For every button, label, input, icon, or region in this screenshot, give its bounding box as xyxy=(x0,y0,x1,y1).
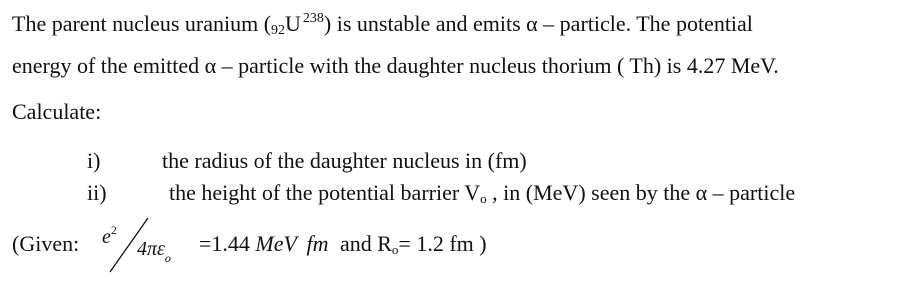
given-values xyxy=(199,231,487,263)
given-unit-fm: fm xyxy=(306,231,329,256)
problem-line-1 xyxy=(12,6,753,44)
given-equals: =1.44 xyxy=(199,231,250,256)
given-r-sub: o xyxy=(391,242,399,257)
problem-line-2: energy of the emitted α – particle with the daughter nucleus thorium ( Th) is 4.27 MeV. xyxy=(12,53,779,78)
item-i-number: i) xyxy=(87,148,101,173)
given-unit-mev: MeV xyxy=(255,231,297,256)
uranium-atomic-number: 92 xyxy=(271,23,286,38)
item-ii-number: ii) xyxy=(87,180,107,205)
uranium-mass-number: 238 xyxy=(302,11,324,26)
given-r-value: = 1.2 fm ) xyxy=(398,231,487,256)
item-ii-after: , in (MeV) seen by the α – particle xyxy=(486,180,796,205)
uranium-symbol: U xyxy=(285,11,301,36)
item-ii-before: the height of the potential barrier V xyxy=(169,180,481,205)
denominator-text: 4πε xyxy=(137,238,165,260)
numerator-e: e xyxy=(102,226,111,248)
line1-after: ) is unstable and emits α – particle. The potential xyxy=(323,11,753,36)
item-ii-text xyxy=(169,180,795,212)
denominator-sub: o xyxy=(164,251,171,265)
numerator-exponent: 2 xyxy=(110,223,117,237)
given-label: (Given: xyxy=(12,231,80,256)
item-ii-v-sub: o xyxy=(480,191,487,206)
fraction-denominator xyxy=(137,238,171,269)
given-and-r: and R xyxy=(339,231,392,256)
calculate-heading: Calculate: xyxy=(12,99,102,124)
line1-before: The parent nucleus uranium ( xyxy=(12,11,272,36)
item-i-text: the radius of the daughter nucleus in (fm) xyxy=(162,148,527,173)
